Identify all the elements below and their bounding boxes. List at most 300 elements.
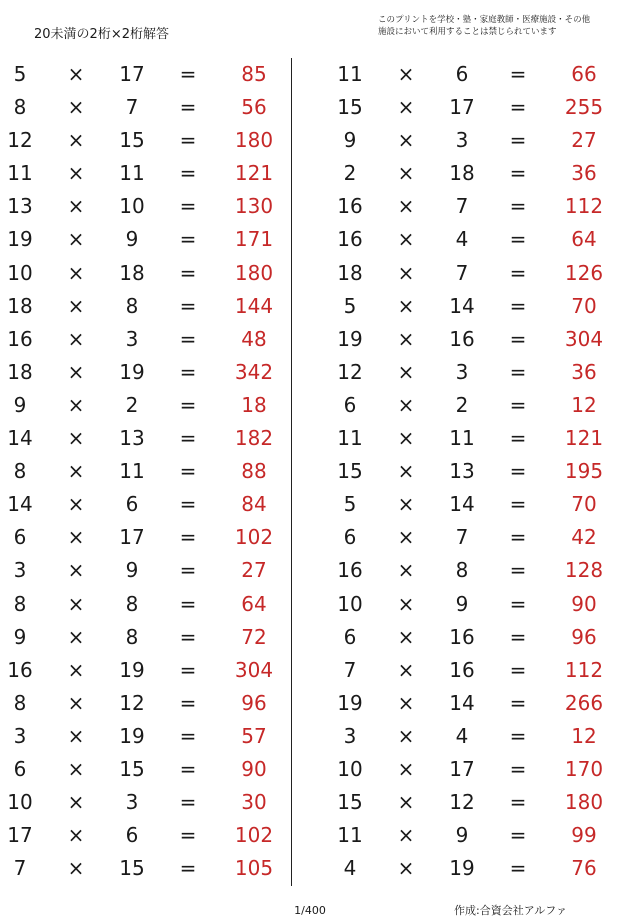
times-sign: × [67,657,85,682]
multiplier: 9 [125,227,139,252]
times-sign: × [67,823,85,848]
times-sign: × [397,359,415,384]
problem-row [330,91,620,124]
multiplier: 4 [455,227,469,252]
equals-sign: = [509,690,527,715]
multiplier: 8 [125,591,139,616]
answer: 96 [241,690,267,715]
multiplier: 15 [119,128,145,153]
answer: 66 [571,62,597,86]
equals-sign: = [179,856,197,881]
answer: 180 [234,128,274,153]
answer: 180 [234,260,274,285]
times-sign: × [397,756,415,781]
problem-row [330,290,620,323]
equals-sign: = [179,657,197,682]
multiplier: 4 [455,723,469,748]
times-sign: × [397,426,415,451]
multiplicand: 16 [337,227,363,252]
usage-notice [378,14,628,38]
multiplicand: 6 [13,525,27,550]
answer: 121 [234,161,274,186]
problem-row [330,389,620,422]
equals-sign: = [179,558,197,583]
times-sign: × [397,227,415,252]
times-sign: × [67,790,85,815]
problem-row [330,654,620,687]
equals-sign: = [509,359,527,384]
problem-row [0,157,290,190]
multiplicand: 15 [337,790,363,815]
problem-row [330,422,620,455]
multiplicand: 6 [13,756,27,781]
times-sign: × [67,426,85,451]
equals-sign: = [509,657,527,682]
multiplicand: 18 [337,260,363,285]
times-sign: × [67,260,85,285]
problem-row [0,654,290,687]
multiplier: 8 [125,624,139,649]
multiplier: 12 [449,790,475,815]
multiplicand: 8 [13,591,27,616]
answer: 70 [571,293,597,318]
answer: 112 [564,194,604,219]
multiplier: 3 [455,359,469,384]
multiplicand: 18 [7,293,33,318]
problem-row [0,852,290,885]
multiplicand: 11 [7,161,33,186]
answer: 99 [571,823,597,848]
problem-row [0,58,290,91]
equals-sign: = [179,591,197,616]
multiplier: 11 [119,459,145,484]
multiplier: 19 [119,723,145,748]
equals-sign: = [179,723,197,748]
times-sign: × [67,723,85,748]
equals-sign: = [179,260,197,285]
multiplicand: 16 [337,194,363,219]
times-sign: × [67,856,85,881]
answer: 85 [241,62,267,86]
times-sign: × [67,227,85,252]
answer: 121 [564,426,604,451]
multiplier: 15 [119,856,145,881]
answer: 64 [241,591,267,616]
multiplicand: 16 [7,326,33,351]
times-sign: × [397,392,415,417]
problem-row [330,554,620,587]
answer: 304 [564,326,604,351]
multiplier: 2 [125,392,139,417]
equals-sign: = [179,161,197,186]
problem-row [330,521,620,554]
answer: 130 [234,194,274,219]
left-problem-column [0,58,290,885]
multiplicand: 5 [343,492,357,517]
times-sign: × [397,492,415,517]
multiplicand: 7 [13,856,27,881]
multiplicand: 6 [343,392,357,417]
problem-row [330,488,620,521]
multiplier: 6 [125,492,139,517]
equals-sign: = [179,227,197,252]
problem-row [330,786,620,819]
answer: 102 [234,823,274,848]
multiplicand: 10 [337,591,363,616]
times-sign: × [67,128,85,153]
multiplier: 16 [449,657,475,682]
answer: 126 [564,260,604,285]
multiplicand: 11 [337,426,363,451]
problem-row [0,588,290,621]
equals-sign: = [509,591,527,616]
answer: 182 [234,426,274,451]
multiplier: 7 [455,260,469,285]
multiplier: 11 [119,161,145,186]
problem-row [0,124,290,157]
multiplier: 18 [119,260,145,285]
equals-sign: = [509,260,527,285]
multiplier: 3 [455,128,469,153]
multiplicand: 13 [7,194,33,219]
author-credit: 作成:合資会社アルファ [454,904,568,917]
equals-sign: = [509,95,527,120]
multiplicand: 16 [7,657,33,682]
multiplier: 9 [455,591,469,616]
multiplier: 14 [449,293,475,318]
multiplicand: 17 [7,823,33,848]
times-sign: × [397,657,415,682]
multiplicand: 9 [13,624,27,649]
times-sign: × [397,293,415,318]
multiplier: 16 [449,624,475,649]
problem-row [330,455,620,488]
multiplier: 12 [119,690,145,715]
answer: 12 [571,723,597,748]
multiplier: 14 [449,690,475,715]
equals-sign: = [509,194,527,219]
equals-sign: = [179,492,197,517]
equals-sign: = [509,723,527,748]
page-title: 20未満の2桁×2桁解答 [34,27,169,42]
problem-row [0,554,290,587]
multiplicand: 19 [7,227,33,252]
multiplicand: 3 [13,723,27,748]
problem-row [0,819,290,852]
times-sign: × [67,392,85,417]
answer: 12 [571,392,597,417]
answer: 30 [241,790,267,815]
problem-row [0,91,290,124]
multiplicand: 8 [13,459,27,484]
problem-row [0,257,290,290]
answer: 128 [564,558,604,583]
multiplier: 9 [455,823,469,848]
multiplicand: 10 [337,756,363,781]
answer: 112 [564,657,604,682]
times-sign: × [397,790,415,815]
multiplier: 17 [449,95,475,120]
answer: 171 [234,227,274,252]
answer: 102 [234,525,274,550]
multiplier: 3 [125,326,139,351]
multiplier: 14 [449,492,475,517]
times-sign: × [397,459,415,484]
answer: 105 [234,856,274,881]
problem-row [0,687,290,720]
multiplier: 3 [125,790,139,815]
multiplicand: 5 [13,62,27,86]
multiplicand: 12 [7,128,33,153]
multiplier: 11 [449,426,475,451]
multiplier: 19 [449,856,475,881]
multiplier: 9 [125,558,139,583]
times-sign: × [397,95,415,120]
multiplicand: 4 [343,856,357,881]
multiplicand: 11 [337,823,363,848]
times-sign: × [67,558,85,583]
equals-sign: = [179,756,197,781]
times-sign: × [397,260,415,285]
times-sign: × [397,525,415,550]
answer: 144 [234,293,274,318]
answer: 18 [241,392,267,417]
problem-row [0,521,290,554]
multiplier: 6 [455,62,469,86]
page-number: 1/400 [294,904,326,917]
equals-sign: = [509,426,527,451]
equals-sign: = [509,624,527,649]
problem-row [330,223,620,256]
equals-sign: = [179,392,197,417]
multiplier: 18 [449,161,475,186]
multiplier: 16 [449,326,475,351]
multiplicand: 10 [7,790,33,815]
answer: 27 [241,558,267,583]
equals-sign: = [179,128,197,153]
equals-sign: = [509,492,527,517]
problem-row [330,323,620,356]
multiplicand: 2 [343,161,357,186]
multiplier: 7 [455,194,469,219]
multiplier: 17 [449,756,475,781]
equals-sign: = [179,62,197,86]
equals-sign: = [179,194,197,219]
answer: 88 [241,459,267,484]
usage-notice-line: このプリントを学校・塾・家庭教師・医療施設・その他 [378,15,591,25]
equals-sign: = [179,293,197,318]
equals-sign: = [179,359,197,384]
equals-sign: = [179,823,197,848]
problem-row [0,488,290,521]
equals-sign: = [179,326,197,351]
times-sign: × [397,326,415,351]
answer: 70 [571,492,597,517]
multiplicand: 19 [337,326,363,351]
multiplicand: 3 [343,723,357,748]
equals-sign: = [509,856,527,881]
equals-sign: = [509,161,527,186]
multiplicand: 6 [343,624,357,649]
multiplicand: 19 [337,690,363,715]
problem-row [330,157,620,190]
multiplier: 10 [119,194,145,219]
times-sign: × [67,161,85,186]
multiplicand: 16 [337,558,363,583]
answer: 195 [564,459,604,484]
problem-row [330,257,620,290]
problem-row [330,190,620,223]
times-sign: × [67,756,85,781]
problem-row [330,819,620,852]
problem-row [0,455,290,488]
multiplier: 7 [125,95,139,120]
times-sign: × [67,624,85,649]
multiplier: 17 [119,525,145,550]
multiplicand: 6 [343,525,357,550]
answer: 84 [241,492,267,517]
equals-sign: = [179,525,197,550]
multiplicand: 18 [7,359,33,384]
multiplicand: 15 [337,95,363,120]
equals-sign: = [509,392,527,417]
times-sign: × [67,62,85,86]
multiplier: 19 [119,657,145,682]
multiplicand: 10 [7,260,33,285]
multiplicand: 8 [13,690,27,715]
multiplier: 7 [455,525,469,550]
times-sign: × [397,823,415,848]
times-sign: × [397,558,415,583]
multiplicand: 9 [343,128,357,153]
answer: 304 [234,657,274,682]
answer: 90 [571,591,597,616]
answer: 42 [571,525,597,550]
equals-sign: = [179,790,197,815]
multiplicand: 11 [337,62,363,86]
answer: 76 [571,856,597,881]
answer: 27 [571,128,597,153]
right-problem-column [330,58,620,885]
answer: 180 [564,790,604,815]
answer: 266 [564,690,604,715]
multiplier: 13 [449,459,475,484]
problem-row [330,356,620,389]
multiplier: 17 [119,62,145,86]
equals-sign: = [179,690,197,715]
equals-sign: = [509,525,527,550]
problem-row [0,223,290,256]
equals-sign: = [509,823,527,848]
equals-sign: = [179,624,197,649]
problem-row [330,58,620,91]
multiplier: 2 [455,392,469,417]
times-sign: × [397,624,415,649]
multiplicand: 12 [337,359,363,384]
multiplicand: 7 [343,657,357,682]
equals-sign: = [179,459,197,484]
multiplicand: 15 [337,459,363,484]
times-sign: × [67,492,85,517]
multiplicand: 3 [13,558,27,583]
problem-row [330,753,620,786]
answer: 90 [241,756,267,781]
equals-sign: = [179,426,197,451]
answer: 342 [234,359,274,384]
problem-row [0,389,290,422]
times-sign: × [67,591,85,616]
times-sign: × [67,525,85,550]
times-sign: × [397,856,415,881]
times-sign: × [67,359,85,384]
multiplier: 8 [125,293,139,318]
answer: 36 [571,161,597,186]
usage-notice-line: 施設において利用することは禁じられています [378,27,557,37]
times-sign: × [397,723,415,748]
equals-sign: = [509,756,527,781]
problem-row [0,621,290,654]
multiplier: 13 [119,426,145,451]
times-sign: × [67,194,85,219]
problem-row [330,852,620,885]
equals-sign: = [509,62,527,86]
answer: 56 [241,95,267,120]
multiplicand: 14 [7,492,33,517]
times-sign: × [67,459,85,484]
equals-sign: = [509,128,527,153]
equals-sign: = [509,558,527,583]
times-sign: × [67,293,85,318]
times-sign: × [67,326,85,351]
answer: 255 [564,95,604,120]
problem-row [0,323,290,356]
times-sign: × [397,591,415,616]
times-sign: × [67,690,85,715]
multiplicand: 9 [13,392,27,417]
problem-row [330,588,620,621]
problem-row [0,290,290,323]
equals-sign: = [509,227,527,252]
multiplicand: 5 [343,293,357,318]
problem-row [0,753,290,786]
answer: 96 [571,624,597,649]
problem-row [0,356,290,389]
equals-sign: = [509,326,527,351]
equals-sign: = [509,459,527,484]
equals-sign: = [179,95,197,120]
answer: 36 [571,359,597,384]
problem-row [330,720,620,753]
multiplier: 19 [119,359,145,384]
problem-row [330,621,620,654]
times-sign: × [397,128,415,153]
problem-row [0,786,290,819]
multiplicand: 14 [7,426,33,451]
times-sign: × [397,62,415,86]
times-sign: × [397,161,415,186]
times-sign: × [397,194,415,219]
problem-row [330,687,620,720]
multiplier: 6 [125,823,139,848]
multiplier: 15 [119,756,145,781]
answer: 57 [241,723,267,748]
problem-row [0,190,290,223]
multiplicand: 8 [13,95,27,120]
answer: 64 [571,227,597,252]
equals-sign: = [509,790,527,815]
times-sign: × [67,95,85,120]
multiplier: 8 [455,558,469,583]
